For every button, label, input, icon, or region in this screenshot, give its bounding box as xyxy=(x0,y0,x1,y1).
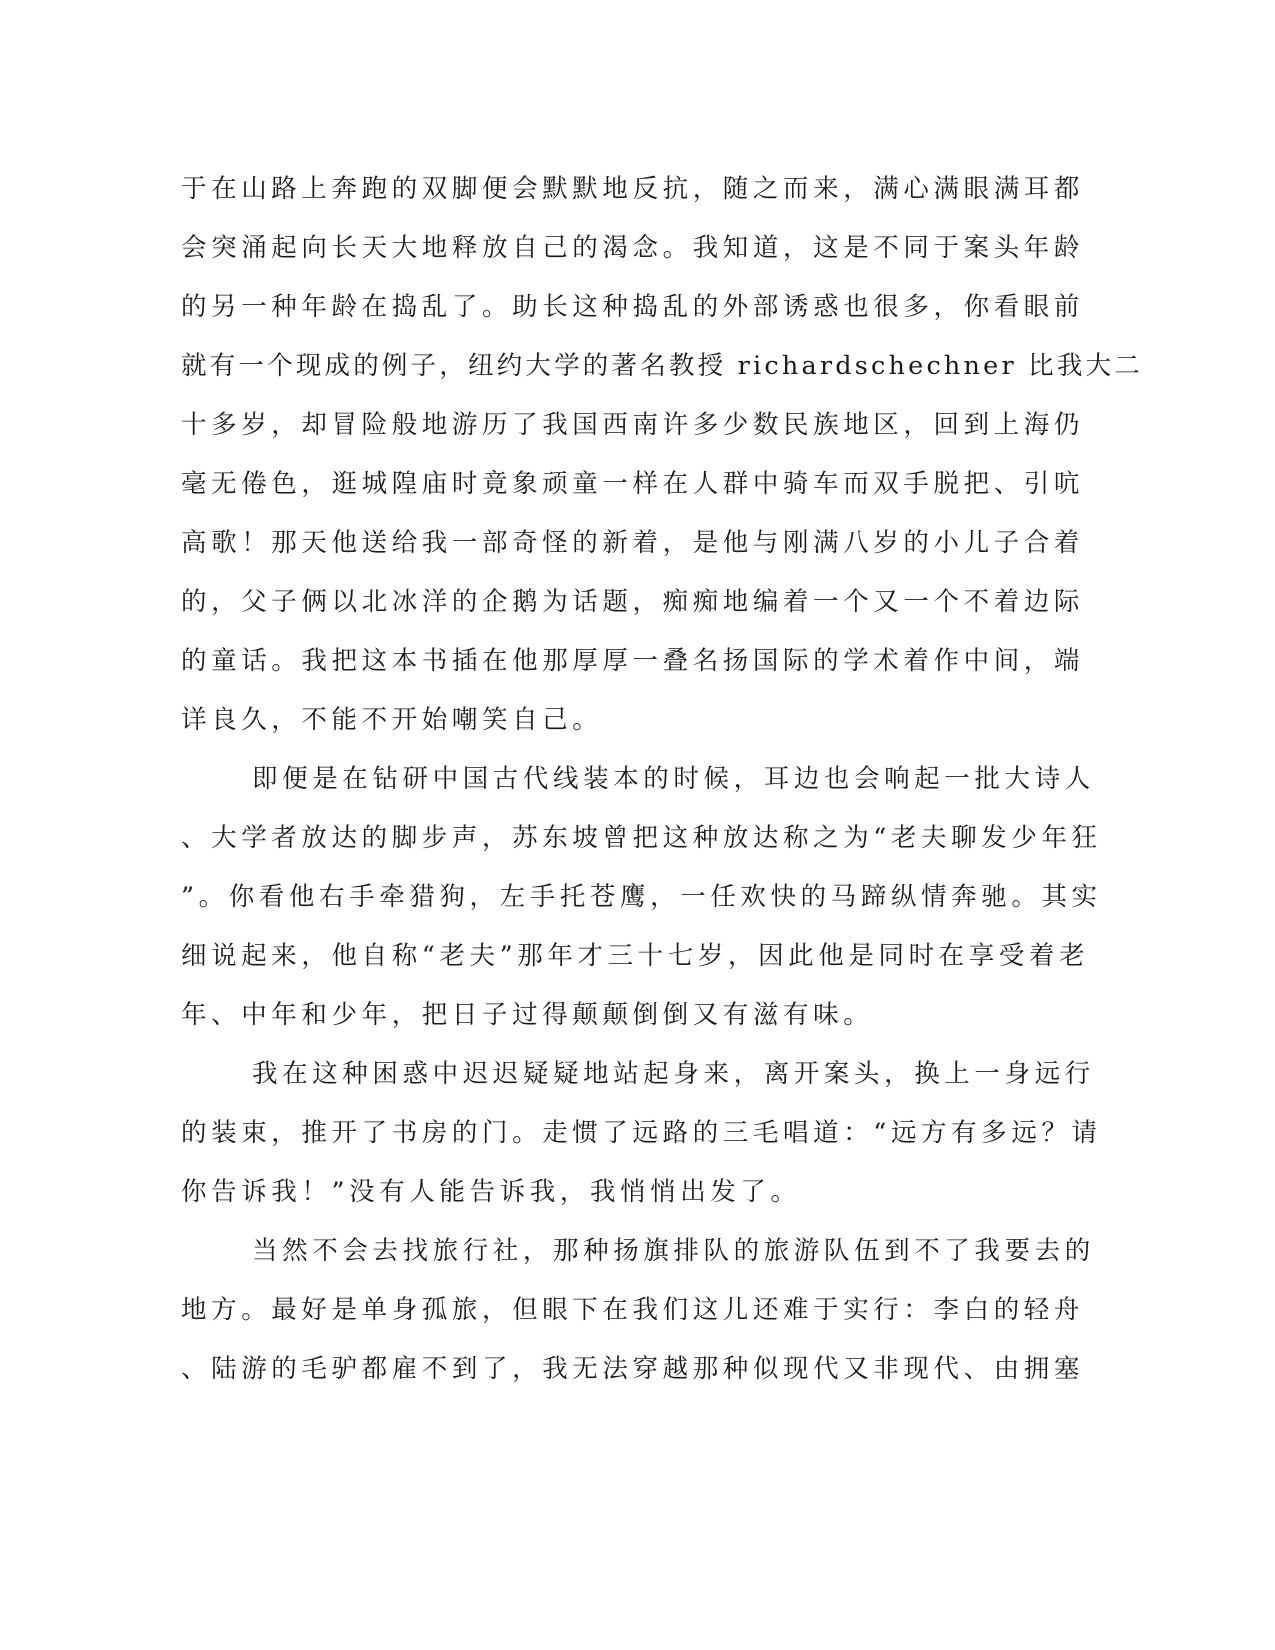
text-line: 的童话。我把这本书插在他那厚厚一叠名扬国际的学术着作中间，端 xyxy=(181,646,1085,676)
text-line: 你告诉我！”没有人能告诉我，我悄悄出发了。 xyxy=(181,1177,801,1207)
text-line: 地方。最好是单身孤旅，但眼下在我们这儿还难于实行：李白的轻舟 xyxy=(181,1295,1085,1325)
paragraph-first-line: 当然不会去找旅行社，那种扬旗排队的旅游队伍到不了我要去的 xyxy=(252,1236,1095,1266)
text-line: 就有一个现成的例子，纽约大学的著名教授 richardschechner 比我大二 xyxy=(181,351,1143,381)
text-line: ”。你看他右手牵猎狗，左手托苍鹰，一任欢快的马蹄纵情奔驰。其实 xyxy=(181,882,1102,912)
text-line: 、大学者放达的脚步声，苏东坡曾把这种放达称之为“老夫聊发少年狂 xyxy=(181,823,1102,853)
text-line: 会突涌起向长天大地释放自己的渴念。我知道，这是不同于案头年龄 xyxy=(181,233,1085,263)
text-line: 的装束，推开了书房的门。走惯了远路的三毛唱道：“远方有多远？请 xyxy=(181,1118,1102,1148)
text-line: 的另一种年龄在捣乱了。助长这种捣乱的外部诱惑也很多，你看眼前 xyxy=(181,292,1085,322)
text-line: 、陆游的毛驴都雇不到了，我无法穿越那种似现代又非现代、由拥塞 xyxy=(181,1354,1085,1384)
text-line: 于在山路上奔跑的双脚便会默默地反抗，随之而来，满心满眼满耳都 xyxy=(181,174,1085,204)
text-line: 毫无倦色，逛城隍庙时竟象顽童一样在人群中骑车而双手脱把、引吭 xyxy=(181,469,1085,499)
text-line: 详良久，不能不开始嘲笑自己。 xyxy=(181,705,603,735)
body-text xyxy=(181,160,1143,1399)
paragraph-first-line: 即便是在钻研中国古代线装本的时候，耳边也会响起一批大诗人 xyxy=(252,764,1095,794)
text-line: 的，父子俩以北冰洋的企鹅为话题，痴痴地编着一个又一个不着边际 xyxy=(181,587,1085,617)
text-line: 十多岁，却冒险般地游历了我国西南许多少数民族地区，回到上海仍 xyxy=(181,410,1085,440)
text-line: 细说起来，他自称“老夫”那年才三十七岁，因此他是同时在享受着老 xyxy=(181,941,1090,971)
text-line: 年、中年和少年，把日子过得颠颠倒倒又有滋有味。 xyxy=(181,1000,874,1030)
text-line: 高歌！那天他送给我一部奇怪的新着，是他与刚满八岁的小儿子合着 xyxy=(181,528,1085,558)
paragraph-first-line: 我在这种困惑中迟迟疑疑地站起身来，离开案头，换上一身远行 xyxy=(252,1059,1095,1089)
